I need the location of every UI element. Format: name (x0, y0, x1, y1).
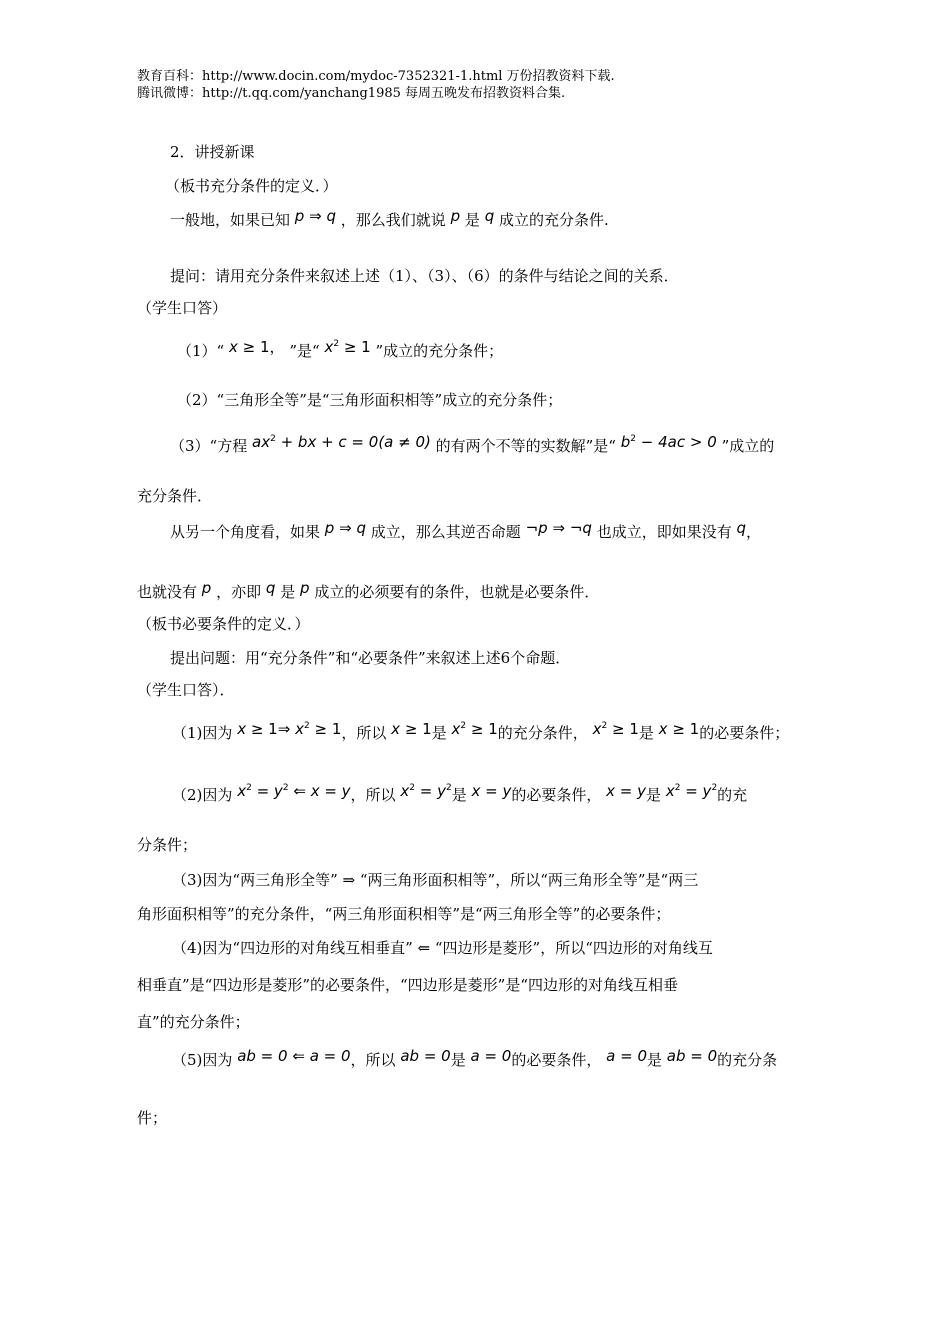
math-notp-implies-notq: ¬p ⇒ ¬q (525, 519, 592, 537)
answer-3: （3）“方程 $ax^2$ + bx + c = 0(a ≠ 0) 的有两个不等的实数解”是“ $b^2 - 4ac > 0$ ”成立的 (170, 433, 775, 455)
math-p-implies-q: p ⇒ q (294, 207, 336, 225)
question-2: 提出问题：用“充分条件”和“必要条件”来叙述上述6个命题． (170, 649, 571, 667)
student-answer-1: （学生口答） (137, 299, 228, 317)
question-1: 提问：请用充分条件来叙述上述（1）、（3）、（6）的条件与结论之间的关系． (170, 267, 679, 285)
reason-5-cont: 件； (137, 1109, 168, 1127)
math-discriminant: $b^2 - 4ac > 0$ (620, 433, 717, 451)
note-sufficient-def: （板书充分条件的定义．） (165, 177, 338, 195)
para-another-view: 从另一个角度看，如果 p ⇒ q 成立，那么其逆否命题 ¬p ⇒ ¬q 也成立，即如果没有 q， (170, 519, 762, 541)
note-necessary-def: （板书必要条件的定义．） (137, 615, 310, 633)
reason-3-cont: 角形面积相等”的充分条件，“两三角形面积相等”是“两三角形全等”的必要条件； (137, 905, 671, 923)
answer-1: （1）“ x ≥ 1， ”是“ $x^2 \ge 1$ ”成立的充分条件； (177, 338, 504, 360)
header-line-2: 腾讯微博：http://t.qq.com/yanchang1985 每周五晚发布招教资料合集. (137, 86, 566, 101)
section-heading: 2．讲授新课 (170, 143, 255, 161)
reason-4-cont-1: 相垂直”是“四边形是菱形”的必要条件，“四边形是菱形”是“四边形的对角线互相垂 (137, 976, 679, 994)
reason-3: （3)因为“两三角形全等” ⇒ “两三角形面积相等”，所以“两三角形全等”是“两三 (172, 871, 699, 889)
reason-5: （5)因为 ab = 0 ⇐ a = 0，所以 ab = 0是 a = 0的必要条件， a = 0是 ab = 0的充分条 (172, 1047, 778, 1069)
reason-4-cont-2: 直”的充分条件； (137, 1013, 250, 1031)
reason-4: （4)因为“四边形的对角线互相垂直” ⇐ “四边形是菱形”，所以“四边形的对角线互 (172, 939, 713, 957)
header-line-1: 教育百科：http://www.docin.com/mydoc-7352321-1.html 万份招教资料下载. (137, 69, 615, 84)
student-answer-2: （学生口答）． (137, 681, 235, 699)
para-another-view-cont: 也就没有 p ，亦即 q 是 p 成立的必须要有的条件，也就是必要条件． (137, 579, 600, 601)
reason-2: （2)因为 $x^2 = y^2$ ⇐ x = y，所以 $x^2 = y^2$是 x = y的必要条件， x = y是 $x^2 = y^2$的充 (172, 782, 748, 804)
answer-3-cont: 充分条件． (137, 487, 213, 505)
math-x2-ge-1: $x^2 \ge 1$ (324, 338, 371, 356)
math-quadratic: $ax^2$ + bx + c = 0(a ≠ 0) (252, 433, 431, 451)
math-x-ge-1: x ≥ 1， (229, 338, 285, 356)
reason-1: （1)因为 x ≥ 1⇒ $x^2 \ge 1$，所以 x ≥ 1是 $x^2 \ge 1$的充分条件， $x^2 \ge 1$是 x ≥ 1的必要条件； (172, 720, 790, 742)
reason-2-cont: 分条件； (137, 836, 198, 854)
answer-2: （2）“三角形全等”是“三角形面积相等”成立的充分条件； (177, 391, 563, 409)
para-definition: 一般地，如果已知 p ⇒ q ，那么我们就说 p 是 q 成立的充分条件. (170, 207, 609, 229)
math-p-implies-q-2: p ⇒ q (324, 519, 366, 537)
